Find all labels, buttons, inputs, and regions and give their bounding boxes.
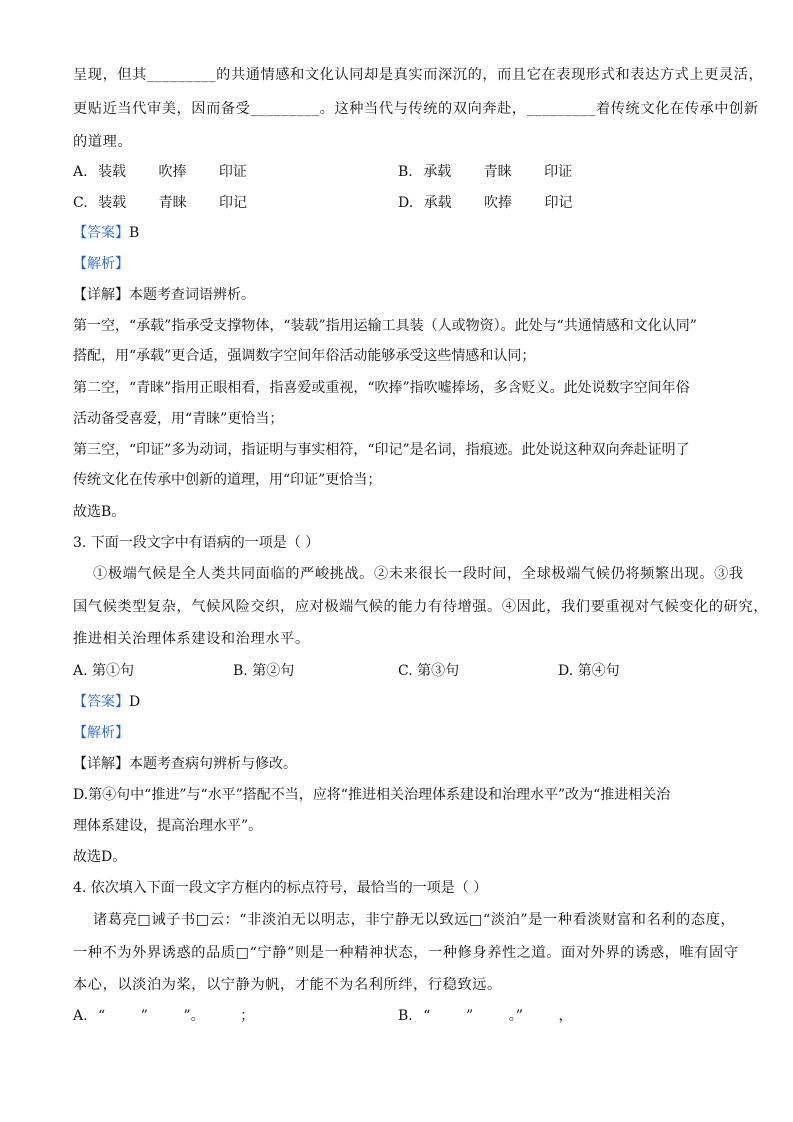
answer-value: D	[129, 694, 141, 710]
q2-answer	[73, 223, 139, 243]
detail-text: 本题考查病句辨析与修改。	[129, 756, 297, 772]
q2-explain-line-3: 第二空，“青睐”指用正眼相看，指喜爱或重视，“吹捧”指吹嘘捧场，多含贬义。此处说数字空间年俗	[73, 380, 690, 396]
q3-answer	[73, 692, 140, 712]
detail-text: 本题考查词语辨析。	[129, 287, 255, 303]
option-label: A.	[73, 1008, 88, 1024]
q4-option-a	[73, 1006, 254, 1026]
detail-tag: 【详解】	[73, 756, 129, 772]
q2-detail	[73, 285, 255, 305]
q2-explain-line-1: 第一空，“承载”指承受支撑物体，“装载”指用运输工具装（人或物资）。此处与“共通情感和文化认同”	[73, 318, 697, 334]
option-word-1: 承载	[423, 195, 452, 211]
option-word-2: 青睐	[483, 164, 512, 180]
q2-passage-line-2: 更贴近当代审美，因而备受_________。这种当代与传统的双向奔赴，_________着传统文化在传承中创新	[73, 101, 759, 117]
q2-explain-line-7: 故选B。	[73, 504, 126, 520]
q2-passage-line-1: 呈现，但其_________的共通情感和文化认同却是真实而深沉的，而且它在表现形式和表达方式上更灵活，	[73, 67, 764, 83]
q4-passage-line-1: 诸葛亮□诫子书□云：“非淡泊无以明志，非宁静无以致远□“淡泊”是一种看淡财富和名利的态度，	[93, 912, 736, 928]
q2-explain-line-5: 第三空，“印证”多为动词，指证明与事实相符，“印记”是名词，指痕迹。此处说这种双向奔赴证明了	[73, 442, 690, 458]
q3-explain-line-1: D.第④句中“推进”与“水平”搭配不当，应将“推进相关治理体系建设和治理水平”改为“推进相关治	[73, 787, 671, 803]
answer-value: B	[129, 225, 140, 241]
option-word-1: 装载	[98, 195, 127, 211]
answer-tag: 【答案】	[73, 225, 129, 241]
q3-option-c: C. 第③句	[398, 663, 460, 679]
q3-option-a: A. 第①句	[73, 663, 135, 679]
option-word-1: 承载	[423, 164, 452, 180]
q4-passage-line-3: 本心，以淡泊为桨，以宁静为帆，才能不为名利所绊，行稳致远。	[73, 977, 502, 993]
q4-stem: 4. 依次填入下面一段文字方框内的标点符号，最恰当的一项是（ ）	[73, 880, 488, 896]
q3-explain-line-3: 故选D。	[73, 849, 127, 865]
option-marks: “ ” ”。 ；	[98, 1008, 255, 1024]
q3-stem: 3. 下面一段文字中有语病的一项是（ ）	[73, 535, 320, 551]
option-label: A.	[73, 164, 88, 180]
option-word-2: 吹捧	[158, 164, 187, 180]
q2-explain-line-2: 搭配，用“承载”更合适，强调数字空间年俗活动能够承受这些情感和认同；	[73, 348, 536, 364]
q2-analysis-tag: 【解析】	[73, 256, 129, 272]
answer-tag: 【答案】	[73, 694, 129, 710]
q4-option-b	[398, 1006, 572, 1026]
option-label: C.	[73, 195, 88, 211]
option-word-3: 印记	[544, 195, 573, 211]
q2-passage-line-3: 的道理。	[73, 134, 133, 150]
q2-explain-line-4: 活动备受喜爱，用“青睐”更恰当；	[73, 411, 284, 427]
q3-detail	[73, 754, 297, 774]
detail-tag: 【详解】	[73, 287, 129, 303]
q2-option-d	[398, 193, 573, 213]
q2-option-b	[398, 162, 572, 182]
option-label: D.	[398, 195, 414, 211]
q2-option-c	[73, 193, 247, 213]
option-marks: “ ” 。” ，	[423, 1008, 573, 1024]
q3-passage-line-1: ①极端气候是全人类共同面临的严峻挑战。②未来很长一段时间，全球极端气候仍将频繁出现。③我	[93, 566, 744, 582]
q3-explain-line-2: 理体系建设，提高治理水平”。	[73, 818, 263, 834]
q3-option-b: B. 第②句	[233, 663, 295, 679]
option-label: B.	[398, 164, 413, 180]
q3-option-d: D. 第④句	[558, 663, 620, 679]
option-word-3: 印证	[218, 164, 247, 180]
q3-analysis-tag: 【解析】	[73, 725, 129, 741]
q3-passage-line-2: 国气候类型复杂，气候风险交织，应对极端气候的能力有待增强。④因此，我们要重视对气候变化的研究，	[73, 599, 769, 615]
q2-explain-line-6: 传统文化在传承中创新的道理，用“印证”更恰当；	[73, 472, 382, 488]
option-label: B.	[398, 1008, 413, 1024]
option-word-2: 青睐	[158, 195, 187, 211]
option-word-3: 印证	[544, 164, 573, 180]
q2-option-a	[73, 162, 247, 182]
option-word-1: 装载	[98, 164, 127, 180]
q3-passage-line-3: 推进相关治理体系建设和治理水平。	[73, 631, 310, 647]
option-word-3: 印记	[219, 195, 248, 211]
option-word-2: 吹捧	[484, 195, 513, 211]
q4-passage-line-2: 一种不为外界诱惑的品质□“宁静”则是一种精神状态，一种修身养性之道。面对外界的诱惑，唯有固守	[73, 945, 739, 961]
